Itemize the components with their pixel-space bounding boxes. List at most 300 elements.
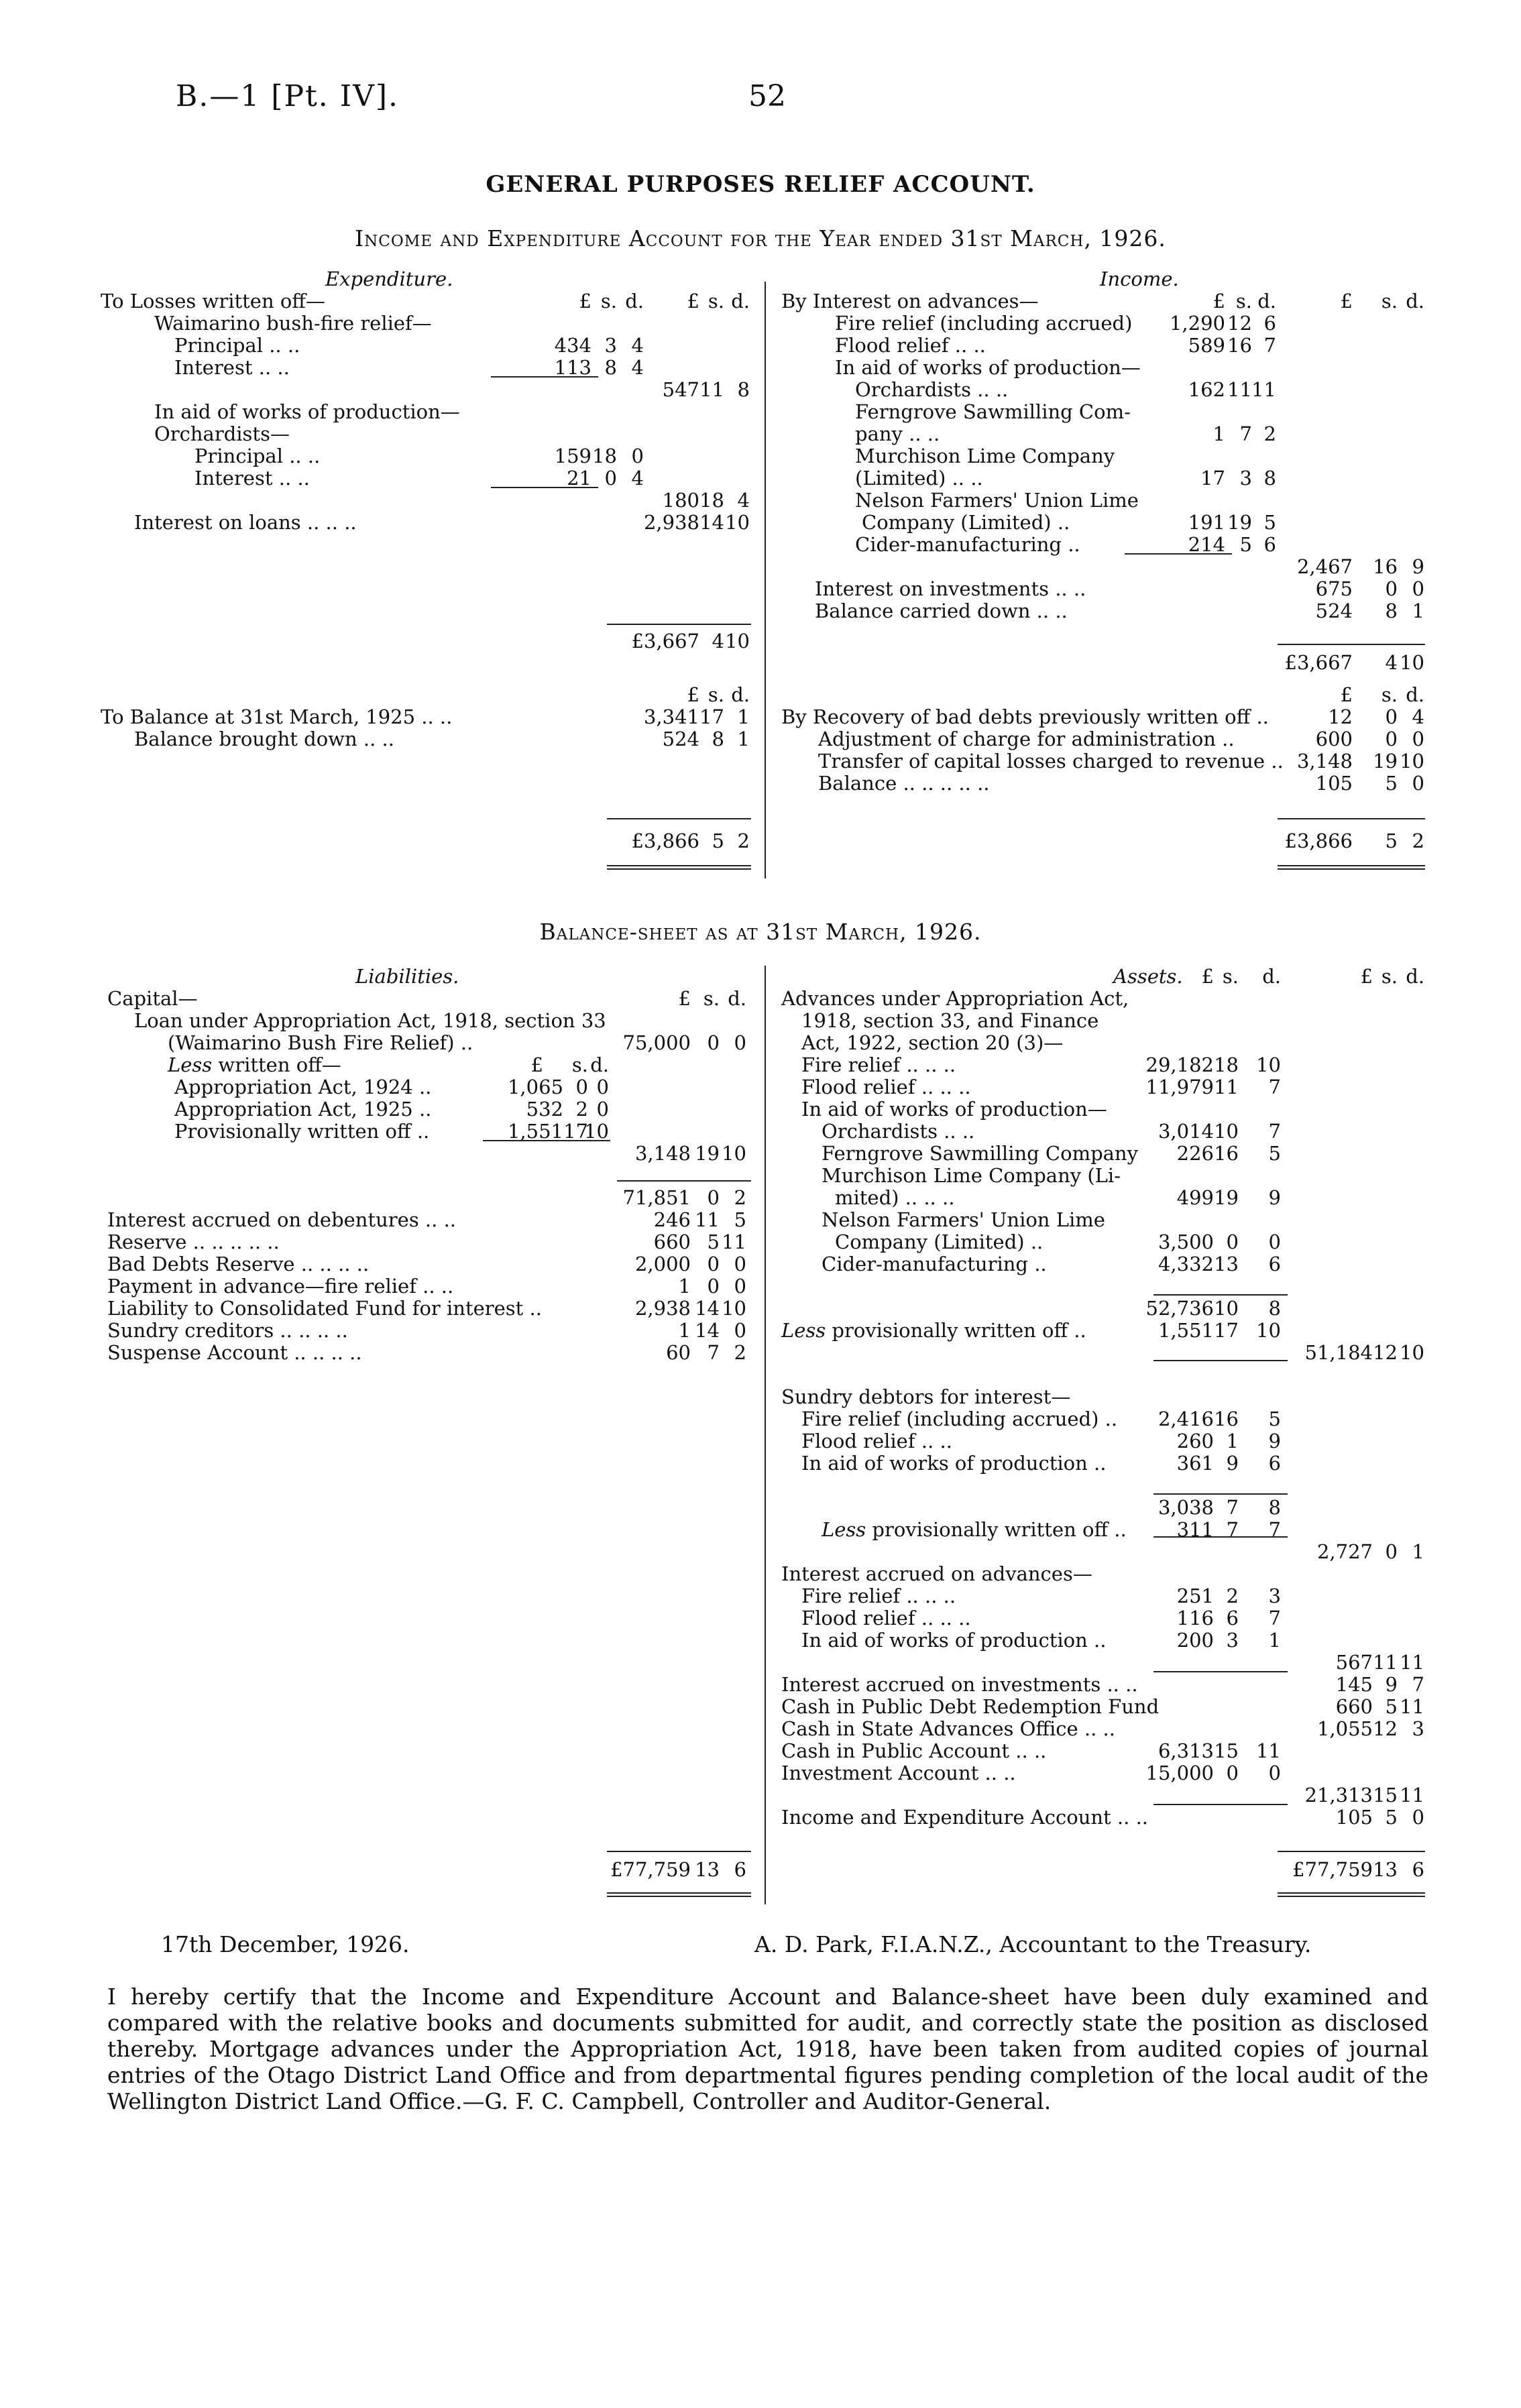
inc-bal-d-header: d.	[1406, 683, 1424, 706]
asset-inner-pence: 0	[1268, 1230, 1281, 1253]
inc-line-inner-shillings: 16	[1227, 334, 1252, 357]
asset-inner-pounds: 260	[1176, 1430, 1214, 1452]
asset-outer-shillings: 5	[1385, 1806, 1398, 1829]
inc-line-label: Fire relief (including accrued)	[835, 312, 1133, 335]
liab-outer-shillings: 0	[707, 1031, 720, 1054]
asset-inner-pence: 1	[1268, 1629, 1281, 1652]
exp-line-outer-shillings: 14	[699, 511, 724, 534]
exp-line-outer-pence: 8	[737, 378, 750, 401]
liab-outer-pounds: 3,148	[634, 1142, 691, 1165]
bs-divider	[765, 966, 766, 1904]
liab-outer-pounds: 60	[666, 1341, 691, 1364]
asset-outer-shillings: 0	[1385, 1540, 1398, 1563]
asset-label: 1918, section 33, and Finance	[801, 1009, 1099, 1032]
asset-label: Orchardists .. ..	[822, 1120, 975, 1143]
asset-inner-pence: 9	[1268, 1430, 1281, 1452]
inc-total2-pounds: £3,866	[1284, 829, 1353, 852]
asset-outer-d-header: d.	[1406, 965, 1424, 988]
asset-label: In aid of works of production ..	[801, 1452, 1107, 1475]
exp-line-outer-pounds: 547	[662, 378, 699, 401]
inc-line-label: Flood relief .. ..	[835, 334, 986, 357]
exp-line-inner-pence: 0	[631, 445, 644, 467]
asset-inner-d-header: d.	[1262, 965, 1281, 988]
exp-line-outer-pounds: 180	[662, 489, 699, 512]
liab-label: Reserve .. .. .. .. ..	[107, 1230, 280, 1253]
inc-line-inner-pounds: 191	[1188, 511, 1225, 534]
asset-label: Investment Account .. ..	[781, 1762, 1016, 1784]
page-number: 52	[748, 79, 786, 113]
liab-rule-2	[617, 1180, 751, 1182]
exp-bal-amount-pounds: 524	[662, 728, 699, 750]
inc-line-inner-pence: 2	[1263, 422, 1276, 445]
asset-inner-shillings: 11	[1214, 1076, 1239, 1098]
inc-bal-amount-pence: 10	[1400, 750, 1424, 772]
asset-total-shillings: 13	[1373, 1858, 1398, 1881]
inc-line-inner-pence: 8	[1263, 467, 1276, 490]
liab-total-pounds: £77,759	[610, 1858, 691, 1881]
asset-inner-pence: 7	[1268, 1076, 1281, 1098]
asset-total-rule	[1278, 1851, 1425, 1852]
asset-rule	[1153, 1671, 1288, 1672]
exp-line-inner-pence: 4	[631, 356, 644, 379]
asset-inner-shillings: 18	[1214, 1053, 1239, 1076]
asset-inner-pounds: 1,551	[1158, 1319, 1214, 1342]
asset-outer-pounds: 660	[1335, 1695, 1373, 1718]
asset-label: Flood relief .. .. ..	[801, 1607, 971, 1629]
liab-inner-pounds: 532	[526, 1098, 563, 1121]
exp-total2-pence: 2	[737, 829, 750, 852]
asset-label: Ferngrove Sawmilling Company	[822, 1142, 1138, 1165]
asset-outer-pounds: 51,184	[1304, 1341, 1373, 1364]
inc-line-inner-shillings: 7	[1239, 422, 1252, 445]
liab-inner-s-header: s.	[571, 1053, 588, 1076]
liab-total-pence: 6	[734, 1858, 746, 1881]
asset-inner-pounds: 116	[1176, 1607, 1214, 1629]
inc-bal-label: By Recovery of bad debts previously written off ..	[781, 705, 1269, 728]
exp-bal-amount-pence: 1	[737, 728, 750, 750]
exp-bal-label: Balance brought down .. ..	[134, 728, 394, 750]
liab-outer-pence: 5	[734, 1208, 746, 1231]
asset-inner-shillings: 17	[1214, 1319, 1239, 1342]
inc-line-inner-shillings: 5	[1239, 533, 1252, 556]
inc-line-rule	[1125, 553, 1232, 555]
asset-inner-pounds: 251	[1176, 1585, 1214, 1607]
asset-rule	[1153, 1294, 1288, 1296]
inc-bal-amount-pounds: 3,148	[1296, 750, 1353, 772]
asset-inner-shillings: 2	[1226, 1585, 1239, 1607]
asset-inner-shillings: 19	[1214, 1186, 1239, 1209]
asset-label: Fire relief .. .. ..	[801, 1585, 956, 1607]
inc-bal-amount-pence: 0	[1412, 772, 1424, 795]
liab-inner-pence: 0	[596, 1076, 609, 1098]
asset-inner-pence: 5	[1268, 1142, 1281, 1165]
exp-bal-pound-header: £	[687, 683, 699, 706]
asset-inner-pounds: 226	[1176, 1142, 1214, 1165]
asset-inner-shillings: 0	[1226, 1762, 1239, 1784]
inc-line-inner-pounds: 162	[1188, 378, 1225, 401]
inc-bal-label: Transfer of capital losses charged to revenue ..	[818, 750, 1284, 772]
inc-bal-amount-pounds: 12	[1328, 705, 1353, 728]
inc-bal-s-header: s.	[1381, 683, 1398, 706]
inc-inner-d-header: d.	[1257, 290, 1276, 312]
liab-outer-pence: 10	[722, 1297, 746, 1320]
inc-line-outer-shillings: 0	[1385, 577, 1398, 600]
inc-line-outer-pounds: 524	[1315, 599, 1353, 622]
exp-line-inner-pounds: 113	[554, 356, 592, 379]
inc-double-rule	[1278, 865, 1425, 870]
exp-line-outer-shillings: 11	[699, 378, 724, 401]
exp-line-inner-shillings: 0	[604, 467, 617, 490]
asset-inner-pence: 5	[1268, 1408, 1281, 1430]
asset-outer-pounds: 1,055	[1316, 1717, 1373, 1740]
liab-inner-shillings: 0	[575, 1076, 588, 1098]
income-heading: Income.	[1100, 268, 1179, 290]
inc-bal-amount-shillings: 19	[1373, 750, 1398, 772]
asset-inner-shillings: 10	[1214, 1120, 1239, 1143]
inc-inner-s-header: s.	[1235, 290, 1252, 312]
inc-line-outer-pence: 0	[1412, 577, 1424, 600]
liab-outer-pence: 2	[734, 1186, 746, 1209]
liab-inner-shillings: 2	[575, 1098, 588, 1121]
exp-outer-s-header: s.	[708, 290, 724, 312]
inc-bal-amount-shillings: 0	[1385, 705, 1398, 728]
liab-inner-pound-header: £	[530, 1053, 543, 1076]
liab-outer-shillings: 11	[695, 1208, 720, 1231]
exp-double-rule	[607, 865, 751, 870]
inc-line-label: Balance carried down .. ..	[815, 599, 1068, 622]
liab-double-rule	[607, 1892, 751, 1897]
exp-line-label: Interest on loans .. .. ..	[134, 511, 357, 534]
exp-line-label: Principal .. ..	[194, 445, 321, 467]
exp-total-rule	[607, 624, 751, 625]
inc-total-pence: 10	[1400, 651, 1424, 674]
inc-inner-pound-header: £	[1213, 290, 1225, 312]
asset-inner-pounds: 3,038	[1158, 1496, 1214, 1519]
exp-bal-d-header: d.	[731, 683, 750, 706]
asset-inner-shillings: 13	[1214, 1253, 1239, 1275]
inc-total-rule	[1278, 644, 1425, 645]
liab-outer-shillings: 0	[707, 1275, 720, 1298]
asset-inner-shillings: 7	[1226, 1496, 1239, 1519]
exp-line-outer-pounds: 2,938	[643, 511, 699, 534]
inc-line-inner-shillings: 11	[1227, 378, 1252, 401]
expenditure-heading: Expenditure.	[325, 268, 453, 290]
exp-line-rule	[491, 487, 598, 488]
inc-line-inner-shillings: 19	[1227, 511, 1252, 534]
exp-line-label: Principal .. ..	[174, 334, 300, 357]
exp-total2-pounds: £3,866	[631, 829, 699, 852]
asset-outer-shillings: 9	[1385, 1673, 1398, 1696]
exp-line-label: In aid of works of production—	[154, 400, 460, 423]
inc-line-outer-pounds: 675	[1315, 577, 1353, 600]
asset-outer-shillings: 5	[1385, 1695, 1398, 1718]
asset-outer-pounds: 567	[1335, 1651, 1373, 1674]
liab-rule-1	[483, 1140, 610, 1141]
asset-outer-shillings: 12	[1373, 1341, 1398, 1364]
asset-label: Interest accrued on investments .. ..	[781, 1673, 1138, 1696]
liab-label: Sundry creditors .. .. .. ..	[107, 1319, 348, 1342]
asset-inner-pence: 6	[1268, 1253, 1281, 1275]
liab-label: Less written off—	[168, 1053, 341, 1076]
asset-inner-shillings: 9	[1226, 1452, 1239, 1475]
liab-total-shillings: 13	[695, 1858, 720, 1881]
exp-line-label: Waimarino bush-fire relief—	[154, 312, 432, 335]
asset-label: Cash in Public Account .. ..	[781, 1739, 1047, 1762]
liab-outer-pence: 11	[722, 1230, 746, 1253]
liab-outer-pence: 0	[734, 1275, 746, 1298]
account-title: GENERAL PURPOSES RELIEF ACCOUNT.	[486, 171, 1035, 198]
liab-outer-pounds: 1	[678, 1319, 691, 1342]
exp-line-inner-pounds: 21	[567, 467, 592, 490]
signature-line: A. D. Park, F.I.A.N.Z., Accountant to the Treasury.	[754, 1931, 1312, 1957]
inc-line-label: Nelson Farmers' Union Lime	[855, 489, 1139, 512]
exp-total-shillings: 4	[712, 630, 724, 652]
asset-inner-shillings: 3	[1226, 1629, 1239, 1652]
exp-line-label: Interest .. ..	[174, 356, 290, 379]
asset-label: Less provisionally written off ..	[822, 1518, 1127, 1541]
exp-line-label: Orchardists—	[154, 422, 290, 445]
asset-inner-pence: 11	[1256, 1739, 1281, 1762]
asset-label: Interest accrued on advances—	[781, 1562, 1092, 1585]
asset-label: Advances under Appropriation Act,	[781, 987, 1129, 1010]
liab-label: Provisionally written off ..	[174, 1120, 430, 1143]
exp-line-label: Interest .. ..	[194, 467, 310, 490]
liab-outer-pounds: 2,000	[634, 1253, 691, 1275]
liab-outer-pence: 2	[734, 1341, 746, 1364]
liab-outer-pounds: 71,851	[622, 1186, 691, 1209]
liabilities-heading: Liabilities.	[355, 965, 459, 988]
exp-bal-amount-pounds: 3,341	[643, 705, 699, 728]
liab-label: Appropriation Act, 1925 ..	[174, 1098, 432, 1121]
asset-outer-pence: 7	[1412, 1673, 1424, 1696]
liab-outer-pence: 0	[734, 1031, 746, 1054]
liab-outer-pounds: 246	[653, 1208, 691, 1231]
asset-inner-pounds: 311	[1176, 1518, 1214, 1541]
inc-outer-d-header: d.	[1406, 290, 1424, 312]
asset-inner-pounds: 11,979	[1145, 1076, 1214, 1098]
inc-line-inner-pence: 5	[1263, 511, 1276, 534]
inc-bal-amount-shillings: 5	[1385, 772, 1398, 795]
liab-label: Appropriation Act, 1924 ..	[174, 1076, 432, 1098]
asset-rule	[1153, 1536, 1288, 1538]
liab-outer-pounds: 660	[653, 1230, 691, 1253]
asset-label: In aid of works of production ..	[801, 1629, 1107, 1652]
asset-outer-pence: 11	[1400, 1695, 1424, 1718]
asset-inner-pounds: 52,736	[1145, 1297, 1214, 1320]
liab-outer-pounds: 1	[678, 1275, 691, 1298]
liab-label: Capital—	[107, 987, 198, 1010]
asset-inner-pence: 10	[1256, 1053, 1281, 1076]
inc-line-inner-pence: 7	[1263, 334, 1276, 357]
asset-outer-pounds: 21,313	[1304, 1784, 1373, 1807]
inc-line-label: Orchardists .. ..	[855, 378, 1009, 401]
liab-outer-pence: 10	[722, 1142, 746, 1165]
exp-total-pounds: £3,667	[631, 630, 699, 652]
inc-line-outer-shillings: 16	[1373, 555, 1398, 578]
asset-outer-pence: 3	[1412, 1717, 1424, 1740]
inc-line-inner-pounds: 17	[1200, 467, 1225, 490]
exp-line-inner-pence: 4	[631, 467, 644, 490]
asset-outer-pence: 11	[1400, 1784, 1424, 1807]
inc-line-label: pany .. ..	[855, 422, 940, 445]
liab-outer-shillings: 0	[707, 1186, 720, 1209]
asset-inner-shillings: 16	[1214, 1142, 1239, 1165]
asset-outer-shillings: 15	[1373, 1784, 1398, 1807]
asset-outer-shillings: 11	[1373, 1651, 1398, 1674]
liab-label: Interest accrued on debentures .. ..	[107, 1208, 457, 1231]
inc-line-inner-shillings: 3	[1239, 467, 1252, 490]
asset-outer-pound-header: £	[1360, 965, 1373, 988]
asset-double-rule	[1278, 1892, 1425, 1897]
liab-inner-pounds: 1,065	[507, 1076, 563, 1098]
inc-line-inner-pounds: 1	[1213, 422, 1225, 445]
asset-inner-pounds: 4,332	[1158, 1253, 1214, 1275]
exp-bal-amount-shillings: 8	[712, 728, 724, 750]
asset-total-pence: 6	[1412, 1858, 1424, 1881]
exp-outer-d-header: d.	[731, 290, 750, 312]
asset-inner-pence: 8	[1268, 1496, 1281, 1519]
liab-outer-shillings: 7	[707, 1341, 720, 1364]
exp-total2-rule	[607, 818, 751, 819]
exp-inner-pound-header: £	[579, 290, 592, 312]
page-reference: B.—1 [Pt. IV].	[176, 79, 400, 113]
asset-inner-pounds: 200	[1176, 1629, 1214, 1652]
exp-line-rule	[491, 376, 598, 378]
asset-label: Flood relief .. ..	[801, 1430, 952, 1452]
less-italic: Less	[168, 1053, 213, 1076]
liab-outer-shillings: 19	[695, 1142, 720, 1165]
asset-outer-pence: 10	[1400, 1341, 1424, 1364]
inc-line-label: Interest on investments .. ..	[815, 577, 1086, 600]
asset-inner-shillings: 6	[1226, 1607, 1239, 1629]
asset-label: mited) .. .. ..	[835, 1186, 955, 1209]
asset-rule	[1153, 1360, 1288, 1361]
liab-label: Loan under Appropriation Act, 1918, section 33	[134, 1009, 606, 1032]
asset-inner-pound-header: £	[1201, 965, 1214, 988]
inc-bal-label: Adjustment of charge for administration ..	[818, 728, 1235, 750]
exp-outer-pound-header: £	[687, 290, 699, 312]
asset-rule	[1153, 1493, 1288, 1495]
asset-inner-pounds: 3,014	[1158, 1120, 1214, 1143]
liab-outer-shillings: 0	[707, 1253, 720, 1275]
inc-line-outer-pounds: 2,467	[1296, 555, 1353, 578]
liab-outer-pounds: 2,938	[634, 1297, 691, 1320]
asset-label: Cash in State Advances Office .. ..	[781, 1717, 1115, 1740]
asset-inner-pence: 0	[1268, 1762, 1281, 1784]
liab-inner-d-header: d.	[590, 1053, 609, 1076]
asset-inner-s-header: s.	[1222, 965, 1239, 988]
asset-inner-shillings: 16	[1214, 1408, 1239, 1430]
inc-line-outer-pence: 9	[1412, 555, 1424, 578]
liab-outer-pounds: 75,000	[622, 1031, 691, 1054]
inc-bal-amount-pence: 0	[1412, 728, 1424, 750]
asset-total-pounds: £77,759	[1292, 1858, 1373, 1881]
asset-inner-pounds: 361	[1176, 1452, 1214, 1475]
less-italic: Less	[781, 1319, 826, 1342]
inc-line-inner-pounds: 1,290	[1169, 312, 1225, 335]
asset-label: Company (Limited) ..	[835, 1230, 1044, 1253]
liab-label: Suspense Account .. .. .. ..	[107, 1341, 362, 1364]
asset-outer-pence: 11	[1400, 1651, 1424, 1674]
asset-label: Act, 1922, section 20 (3)—	[801, 1031, 1064, 1054]
liab-label: Liability to Consolidated Fund for interest ..	[107, 1297, 542, 1320]
exp-line-inner-shillings: 18	[592, 445, 617, 467]
exp-bal-s-header: s.	[708, 683, 724, 706]
liab-label: Bad Debts Reserve .. .. .. ..	[107, 1253, 370, 1275]
liab-s-header: s.	[703, 987, 720, 1010]
exp-line-inner-pence: 4	[631, 334, 644, 357]
asset-outer-pounds: 2,727	[1316, 1540, 1373, 1563]
asset-inner-shillings: 1	[1226, 1430, 1239, 1452]
liab-outer-shillings: 5	[707, 1230, 720, 1253]
asset-inner-shillings: 7	[1226, 1518, 1239, 1541]
inc-outer-pound-header: £	[1340, 290, 1353, 312]
inc-line-inner-pence: 6	[1263, 533, 1276, 556]
exp-bal-amount-pence: 1	[737, 705, 750, 728]
liab-inner-pence: 10	[584, 1120, 609, 1143]
inc-bal-amount-pounds: 600	[1315, 728, 1353, 750]
asset-outer-pence: 0	[1412, 1806, 1424, 1829]
asset-inner-pence: 9	[1268, 1186, 1281, 1209]
inc-line-label: Ferngrove Sawmilling Com-	[855, 400, 1131, 423]
exp-inner-d-header: d.	[625, 290, 644, 312]
inc-line-inner-shillings: 12	[1227, 312, 1252, 335]
exp-line-outer-shillings: 18	[699, 489, 724, 512]
inc-bal-amount-pounds: 105	[1315, 772, 1353, 795]
exp-total-pence: 10	[725, 630, 750, 652]
liab-inner-pence: 0	[596, 1098, 609, 1121]
asset-inner-shillings: 15	[1214, 1739, 1239, 1762]
exp-line-inner-shillings: 3	[604, 334, 617, 357]
liab-label: (Waimarino Bush Fire Relief) ..	[168, 1031, 473, 1054]
asset-label: Cash in Public Debt Redemption Fund	[781, 1695, 1160, 1718]
inc-line-inner-pence: 6	[1263, 312, 1276, 335]
asset-inner-pence: 7	[1268, 1120, 1281, 1143]
ie-divider	[765, 282, 766, 878]
asset-inner-pence: 3	[1268, 1585, 1281, 1607]
liab-outer-shillings: 14	[695, 1297, 720, 1320]
liab-label: Payment in advance—fire relief .. ..	[107, 1275, 454, 1298]
asset-outer-s-header: s.	[1381, 965, 1398, 988]
asset-label: Nelson Farmers' Union Lime	[822, 1208, 1105, 1231]
asset-inner-pounds: 499	[1176, 1186, 1214, 1209]
asset-label: Murchison Lime Company (Li-	[822, 1164, 1121, 1187]
asset-inner-shillings: 10	[1214, 1297, 1239, 1320]
inc-total2-shillings: 5	[1385, 829, 1398, 852]
inc-line-label: Company (Limited) ..	[862, 511, 1070, 534]
liab-total-rule	[607, 1851, 751, 1852]
asset-inner-pounds: 15,000	[1145, 1762, 1214, 1784]
exp-line-outer-pence: 10	[725, 511, 750, 534]
inc-line-label: By Interest on advances—	[781, 290, 1039, 312]
exp-line-inner-pounds: 434	[554, 334, 592, 357]
asset-inner-pence: 6	[1268, 1452, 1281, 1475]
liab-outer-pence: 0	[734, 1253, 746, 1275]
asset-label: Flood relief .. .. ..	[801, 1076, 971, 1098]
asset-label: Fire relief (including accrued) ..	[801, 1408, 1118, 1430]
exp-total2-shillings: 5	[712, 829, 724, 852]
liab-d-header: d.	[728, 987, 746, 1010]
inc-line-label: Cider-manufacturing ..	[855, 533, 1080, 556]
asset-label: Fire relief .. .. ..	[801, 1053, 956, 1076]
asset-inner-pence: 7	[1268, 1607, 1281, 1629]
inc-line-outer-pence: 1	[1412, 599, 1424, 622]
inc-total2-pence: 2	[1412, 829, 1424, 852]
exp-bal-amount-shillings: 17	[699, 705, 724, 728]
exp-line-inner-shillings: 8	[604, 356, 617, 379]
asset-label: Less provisionally written off ..	[781, 1319, 1086, 1342]
asset-inner-pence: 7	[1268, 1518, 1281, 1541]
